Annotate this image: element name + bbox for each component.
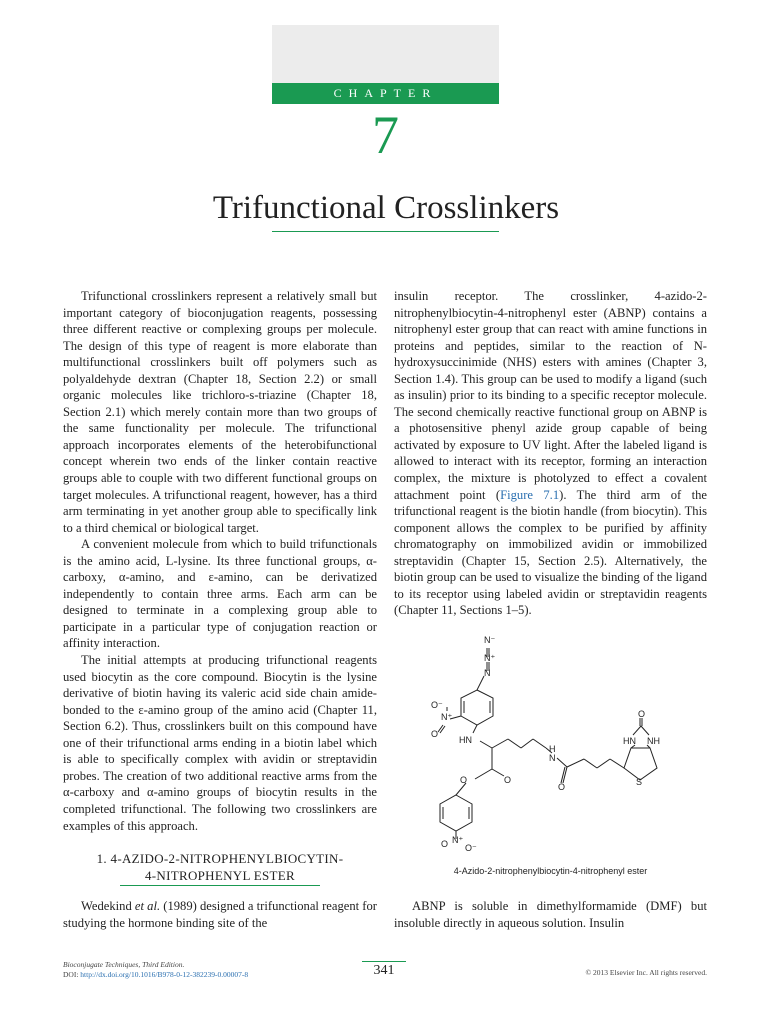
atom-label: HN	[459, 735, 472, 745]
atom-label: O	[460, 775, 468, 785]
atom-label: O	[441, 839, 449, 849]
chapter-label: CHAPTER	[272, 83, 499, 104]
chapter-number: 7	[372, 105, 399, 165]
title-underline	[272, 231, 499, 232]
book-title: Bioconjugate Techniques, Third Edition.	[63, 960, 185, 969]
paragraph: The initial attempts at producing trifunctional reagents used biocytin as the core compound. Biocytin is the lysine derivative of biotin having its valeric acid side chain amide-bonded to the ε-amino group of the amino acid (Chapter 11, Section 6.2). Thus, crosslinkers built on this compound have one of their trifunctional arms ending in a biotin label which is able to specifically complex with avidin or streptavidin probes. The creation of two additional reactive arms from the α-carboxy and α-amino groups of biocytin results in the completed trifunctional. The following two crosslinkers are examples of this approach.	[63, 653, 377, 833]
atom-label: O⁻	[431, 700, 443, 710]
page-number-rule	[362, 961, 406, 962]
figure-link[interactable]: Figure 7.1	[500, 487, 560, 502]
atom-label: HN	[623, 736, 636, 746]
atom-label: S	[636, 777, 643, 787]
paragraph-text: (1989) designed a trifunctional reagent for studying the hormone binding site of the	[63, 899, 377, 930]
left-column	[63, 288, 377, 834]
atom-label: N⁺	[484, 653, 496, 663]
section-heading	[63, 850, 377, 886]
paragraph-text: insulin receptor. The crosslinker, 4-azido-2-nitrophenylbiocytin-4-nitrophenyl ester (ABNP) contains a nitrophenyl ester group that can react with amine functions in proteins and peptides, similar to the reaction of N-hydroxysuccinimide (NHS) esters with amines (Chapter 3, Section 1.4). This group can be used to modify a ligand (such as insulin) prior to its binding to a specific receptor molecule. The second chemically reactive functional group on ABNP is a photosensitive phenyl azide group capable of being activated by exposure to UV light. After the labeled ligand is allowed to interact with its receptor, forming an interaction complex, the mixture is photolyzed to effect a covalent attachment point (	[394, 289, 707, 502]
bottom-right-text	[394, 898, 707, 931]
atom-label: O	[431, 729, 439, 739]
paragraph-text: ). The third arm of the trifunctional reagent is the biotin handle (from biocytin). This component allows the complex to be purified by affinity chromatography on immobilized avidin or immobilized streptavidin (Chapter 15, Section 2.5). Alternatively, the biotin group can be used to visualize the binding of the ligand to its receptor using labeled avidin or streptavidin reagents (Chapter 11, Sections 1–5).	[394, 487, 707, 618]
paragraph-text: Wedekind	[81, 899, 135, 913]
paragraph	[394, 288, 707, 619]
section-heading-line: 4-NITROPHENYL ESTER	[144, 868, 295, 883]
doi-link[interactable]: http://dx.doi.org/10.1016/B978-0-12-382239-0.00007-8	[80, 970, 249, 979]
paragraph: Trifunctional crosslinkers represent a relatively small but important category of bioconjugation reagents, possessing three different reactive or complexing groups per molecule. The design of this type of reagent is more elaborate than multifunctional crosslinkers built off polymers such as polyaldehyde dextran (Chapter 18, Section 2.2) or small organic molecules like trichloro-s-triazine (Chapter 18, Section 2.1) which merely contain more than two groups of the same functionality per molecule. The trifunctional approach incorporates elements of the heterobifunctional concept wherein two ends of the linker contain reactive groups able to couple with two different functional groups on target molecules. A trifunctional reagent, however, has a third arm terminating in yet another group able to specifically link to a third chemical or biological target.	[63, 289, 377, 535]
page-title: Trifunctional Crosslinkers	[212, 190, 560, 226]
atom-label: O	[504, 775, 512, 785]
chemical-structure-figure	[420, 635, 710, 860]
page-number: 341	[373, 963, 395, 978]
paragraph: A convenient molecule from which to build trifunctionals is the amino acid, L-lysine. Its three functional groups, α-carboxy, α-amino, and ε-amino, can be derivatized independently to contain three arms. Each arm can be designed to terminate in a complexing group able to participate in a particular type of conjugation reaction or affinity interaction.	[63, 537, 377, 651]
section-heading-line: 1. 4-AZIDO-2-NITROPHENYLBIOCYTIN-	[96, 851, 344, 866]
atom-label: N	[484, 668, 491, 678]
atom-label: O	[558, 782, 566, 792]
atom-label: N⁻	[484, 635, 496, 645]
chapter-header-block	[272, 25, 499, 83]
atom-label: N⁺	[452, 835, 464, 845]
atom-label: NH	[647, 736, 660, 746]
heading-underline	[120, 885, 320, 886]
paragraph: ABNP is soluble in dimethylformamide (DMF) but insoluble directly in aqueous solution. Insulin	[394, 899, 707, 930]
atom-label: H	[549, 744, 556, 754]
paragraph	[63, 898, 377, 931]
right-column	[394, 288, 707, 619]
atom-label: N⁺	[441, 712, 453, 722]
atom-label: O	[638, 709, 646, 719]
doi-label: DOI:	[63, 970, 81, 979]
atom-label: N	[549, 753, 556, 763]
bottom-left-text	[63, 898, 377, 931]
paragraph-italic: et al.	[134, 899, 161, 913]
footer-citation	[63, 960, 248, 980]
doi-line	[63, 970, 248, 980]
atom-label: O⁻	[465, 843, 477, 853]
copyright: © 2013 Elsevier Inc. All rights reserved.	[585, 968, 707, 977]
figure-caption: 4-Azido-2-nitrophenylbiocytin-4-nitrophenyl ester	[453, 866, 648, 876]
